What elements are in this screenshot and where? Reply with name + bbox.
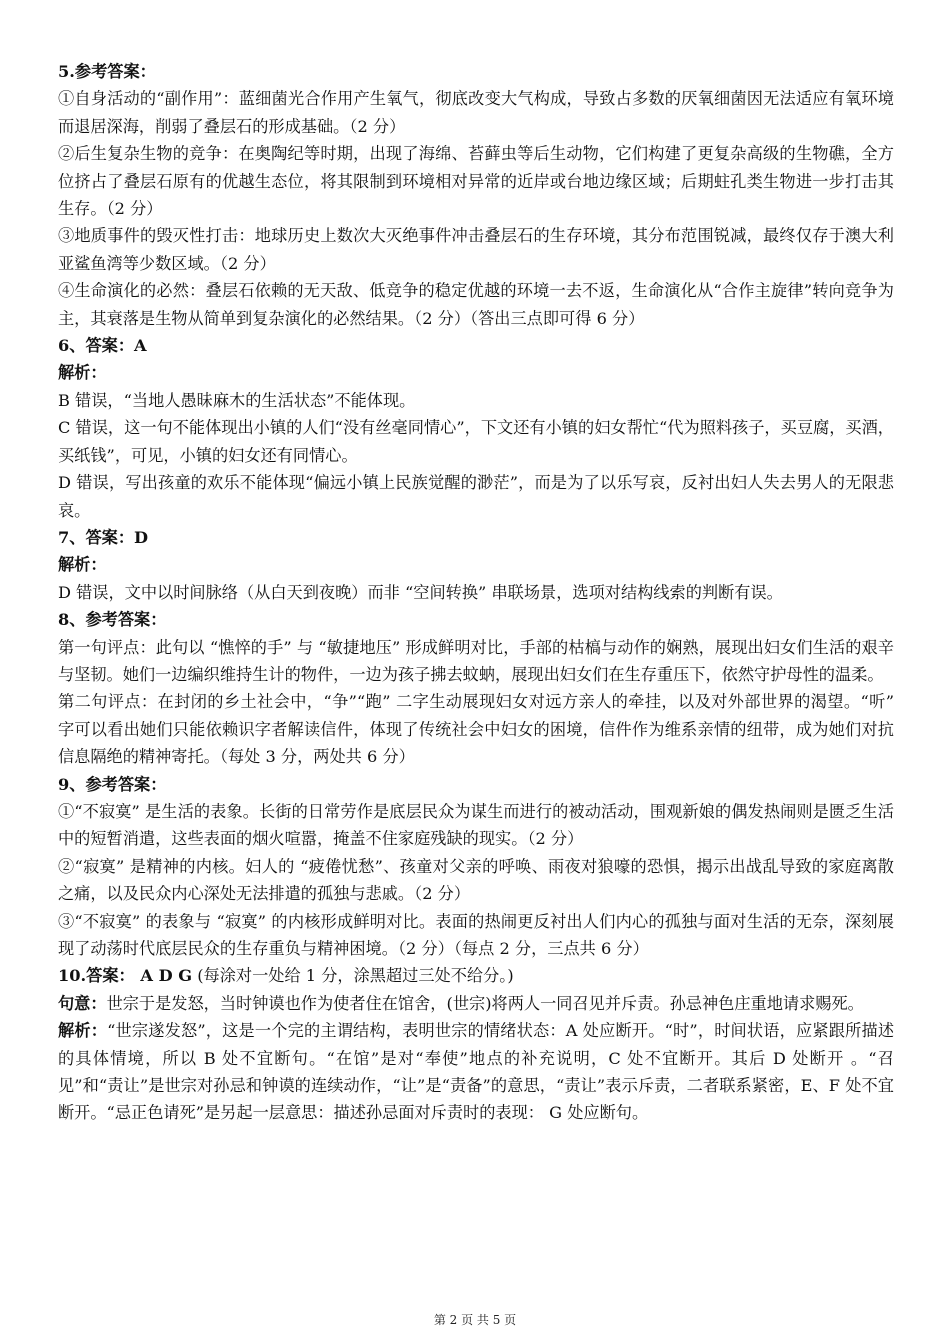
page-footer: 第 2 页 共 5 页 (433, 1313, 517, 1327)
q5-heading: 5.参考答案： (58, 62, 156, 81)
q6-item-d: D 错误，写出孩童的欢乐不能体现“偏远小镇上民族觉醒的渺茫”，而是为了以乐写哀，反衬出妇人失去男人的无限悲哀。 (58, 473, 894, 520)
q10-answer: A D G (134, 966, 193, 986)
q10-analysis: “世宗遂发怒”，这是一个完的主谓结构，表明世宗的情绪状态：A 处应断开。“时”，时间状语，应紧跟所描述的具体情境，所以 B 处不宜断句。“在馆”是对“奉使”地点的补充说明，C 处不宜断开。其后 D 处断开 。“召见”和“责让”是世宗对孙忌和钟谟的连续动作，“让”是“责备”的意思，“责让”表示斥责，二者联系紧密，E、F 处不宜断开。“忌正色请死”是另起一层意思：描述孙忌面对斥责时的表现： G 处应断句。 (58, 1021, 895, 1123)
q8-heading: 8、参考答案： (58, 610, 167, 630)
q10-meaning-paragraph (58, 990, 894, 1017)
q10-meaning-label: 句意： (58, 993, 107, 1013)
q8-comment-1: 第一句评点：此句以 “憔悴的手” 与 “敏捷地压” 形成鲜明对比，手部的枯槁与动作的娴熟，展现出妇女们生活的艰辛与坚韧。她们一边编织维持生计的物件，一边为孩子拂去蚊蚋，展现出妇女们在生存重压下，依然守护母性的温柔。 (58, 637, 894, 684)
q7-analysis-label: 解析： (58, 555, 107, 575)
q7-heading: 7、答案：D (58, 527, 149, 547)
q10-heading: 10.答案： (58, 966, 135, 986)
q6-item-c: C 错误，这一句不能体现出小镇的人们“没有丝毫同情心”，下文还有小镇的妇女帮忙“代为照料孩子，买豆腐，买酒，买纸钱”，可见，小镇的妇女还有同情心。 (58, 418, 894, 465)
q6-analysis-label: 解析： (58, 363, 107, 383)
q5-item-2: ②后生复杂生物的竞争：在奥陶纪等时期，出现了海绵、苔藓虫等后生动物，它们构建了更复杂高级的生物礁，全方位挤占了叠层石原有的优越生态位，将其限制到环境相对异常的近岸或台地边缘区域；后期蛀孔类生物进一步打击其生存。（2 分） (58, 144, 894, 219)
q10-analysis-label: 解析： (58, 1021, 108, 1041)
q6-item-b: B 错误，“当地人愚昧麻木的生活状态”不能体现。 (58, 390, 416, 410)
q10-meaning: 世宗于是发怒，当时钟谟也作为使者住在馆舍，(世宗)将两人一同召见并斥责。孙忌神色庄重地请求赐死。 (106, 993, 864, 1013)
q9-item-1: ①“不寂寞” 是生活的表象。长街的日常劳作是底层民众为谋生而进行的被动活动，围观新娘的偶发热闹则是匮乏生活中的短暂消遣，这些表面的烟火喧嚣，掩盖不住家庭残缺的现实。（2 分） (58, 801, 894, 849)
q5-item-3: ③地质事件的毁灭性打击：地球历史上数次大灭绝事件冲击叠层石的生存环境，其分布范围锐减，最终仅存于澳大利亚鲨鱼湾等少数区域。（2 分） (58, 226, 894, 273)
q6-heading: 6、答案：A (58, 336, 147, 356)
q10-analysis-paragraph (58, 1017, 894, 1127)
q9-item-3: ③“不寂寞” 的表象与 “寂寞” 的内核形成鲜明对比。表面的热闹更反衬出人们内心的孤独与面对生活的无奈，深刻展现了动荡时代底层民众的生存重负与精神困境。（2 分）（每点 2 分，三点共 6 分） (58, 911, 894, 958)
q5-item-1: ①自身活动的“副作用”：蓝细菌光合作用产生氧气，彻底改变大气构成，导致占多数的厌氧细菌因无法适应有氧环境而退居深海，削弱了叠层石的形成基础。（2 分） (58, 89, 894, 136)
q10-answer-note: (每涂对一处给 1 分，涂黑超过三处不给分。) (192, 966, 514, 986)
q9-heading: 9、参考答案： (58, 774, 167, 794)
q8-comment-2: 第二句评点：在封闭的乡土社会中，“争”“跑” 二字生动展现妇女对远方亲人的牵挂，以及对外部世界的渴望。“听” 字可以看出她们只能依赖识字者解读信件，体现了传统社会中妇女的困境，信件作为维系亲情的纽带，成为她们对抗信息隔绝的精神寄托。（每处 3 分，两处共 6 分） (58, 692, 894, 767)
q7-item-d: D 错误，文中以时间脉络（从白天到夜晚）而非 “空间转换” 串联场景，选项对结构线索的判断有误。 (58, 582, 783, 602)
q5-item-4: ④生命演化的必然：叠层石依赖的无天敌、低竞争的稳定优越的环境一去不返，生命演化从“合作主旋律”转向竞争为主，其衰落是生物从简单到复杂演化的必然结果。（2 分）（答出三点即可得 6 分） (58, 281, 894, 328)
q10-answer-line (58, 962, 894, 989)
answer-document (58, 58, 894, 1127)
q9-item-2: ②“寂寞” 是精神的内核。妇人的 “疲倦忧愁”、孩童对父亲的呼唤、雨夜对狼嚎的恐惧，揭示出战乱导致的家庭离散之痛，以及民众内心深处无法排遣的孤独与悲戚。（2 分） (58, 856, 894, 904)
